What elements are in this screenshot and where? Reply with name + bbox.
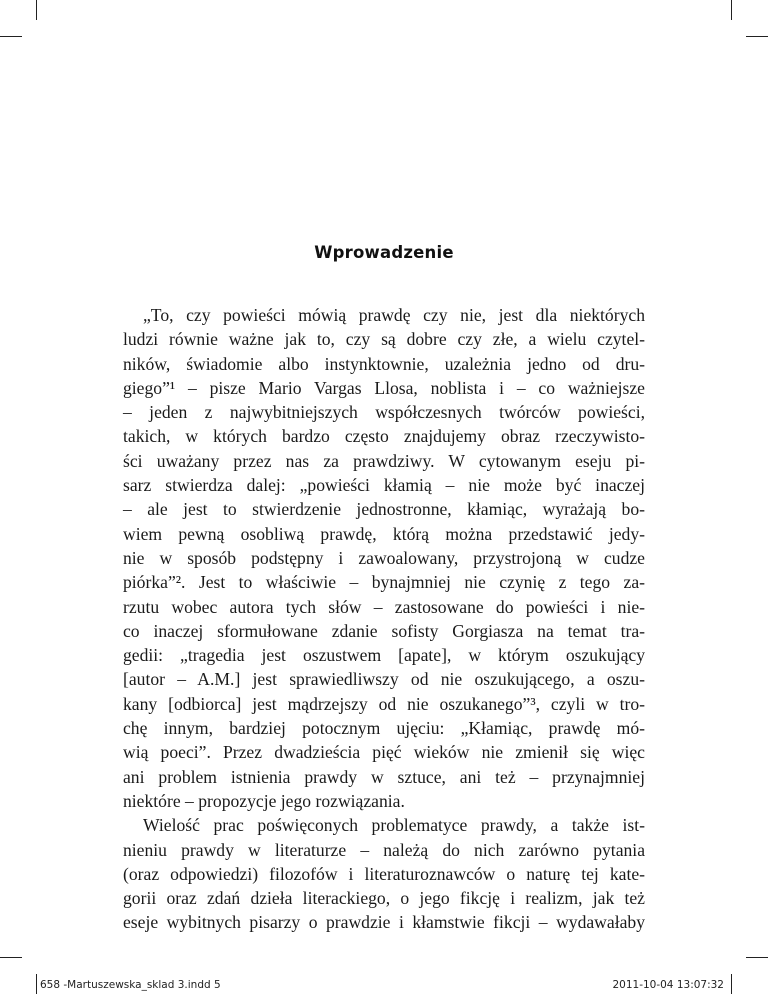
text-line: niektóre – propozycje jego rozwiązania. bbox=[123, 790, 405, 811]
crop-mark bbox=[746, 36, 768, 37]
text-line: ludzi równie ważne jak to, czy są dobre czy złe, a wielu czytel- bbox=[123, 329, 645, 350]
paragraph-2 bbox=[123, 813, 645, 934]
text-line: kany [odbiorca] jest mądrzejszy od nie oszukanego”³, czyli w tro- bbox=[123, 693, 645, 714]
text-line: ści uważany przez nas za prawdziwy. W cytowanym eseju pi- bbox=[123, 450, 645, 471]
text-line: Wielość prac poświęconych problematyce prawdy, a także ist- bbox=[143, 815, 645, 836]
slug-file-info: 658 -Martuszewska_sklad 3.indd 5 bbox=[40, 979, 221, 991]
crop-mark bbox=[746, 957, 768, 958]
crop-mark bbox=[731, 0, 732, 20]
paragraph-1 bbox=[123, 303, 645, 813]
text-line: eseje wybitnych pisarzy o prawdzie i kłamstwie fikcji – wydawałaby bbox=[123, 912, 645, 933]
text-line: (oraz odpowiedzi) filozofów i literaturoznawców o naturę tej kate- bbox=[123, 863, 645, 884]
text-line: co inaczej sformułowane zdanie sofisty Gorgiasza na temat tra- bbox=[123, 620, 645, 641]
crop-mark bbox=[36, 0, 37, 20]
crop-mark bbox=[0, 957, 22, 958]
text-line: gedii: „tragedia jest oszustwem [apate], w którym oszukujący bbox=[123, 645, 645, 666]
text-line: [autor – A.M.] jest sprawiedliwszy od nie oszukującego, a oszu- bbox=[123, 669, 645, 690]
text-line: giego”¹ – pisze Mario Vargas Llosa, noblista i – co ważniejsze bbox=[123, 377, 645, 398]
text-line: rzutu wobec autora tych słów – zastosowane do powieści i nie- bbox=[123, 596, 645, 617]
text-line: wią poeci”. Przez dwadzieścia pięć wieków nie zmienił się więc bbox=[123, 742, 645, 763]
text-line: wiem pewną osobliwą prawdę, którą można przedstawić jedy- bbox=[123, 523, 645, 544]
text-line: ani problem istnienia prawdy w sztuce, ani też – przynajmniej bbox=[123, 766, 645, 787]
body-text bbox=[123, 303, 645, 935]
crop-mark bbox=[0, 36, 22, 37]
text-line: – ale jest to stwierdzenie jednostronne, kłamiąc, wyrażają bo- bbox=[123, 499, 645, 520]
text-line: chę innym, bardziej potocznym ujęciu: „Kłamiąc, prawdę mó- bbox=[123, 718, 645, 739]
crop-mark bbox=[731, 974, 732, 994]
text-line: takich, w których bardzo często znajdujemy obraz rzeczywisto- bbox=[123, 426, 645, 447]
text-line: „To, czy powieści mówią prawdę czy nie, jest dla niektórych bbox=[143, 305, 645, 325]
text-line: sarz stwierdza dalej: „powieści kłamią – nie może być inaczej bbox=[123, 475, 645, 496]
text-line: – jeden z najwybitniejszych współczesnych twórców powieści, bbox=[123, 402, 645, 423]
text-line: ników, świadomie albo instynktownie, uzależnia jedno od dru- bbox=[123, 353, 645, 374]
text-line: piórka”². Jest to właściwie – bynajmniej nie czynię z tego za- bbox=[123, 572, 645, 593]
chapter-heading: Wprowadzenie bbox=[314, 243, 454, 262]
text-line: nie w sposób podstępny i zawoalowany, przystrojoną w cudze bbox=[123, 547, 645, 568]
text-line: gorii oraz zdań dzieła literackiego, o jego fikcję i realizm, jak też bbox=[123, 888, 645, 909]
crop-mark bbox=[36, 974, 37, 994]
slug-timestamp: 2011-10-04 13:07:32 bbox=[612, 979, 724, 991]
text-line: nieniu prawdy w literaturze – należą do nich zarówno pytania bbox=[123, 839, 645, 860]
